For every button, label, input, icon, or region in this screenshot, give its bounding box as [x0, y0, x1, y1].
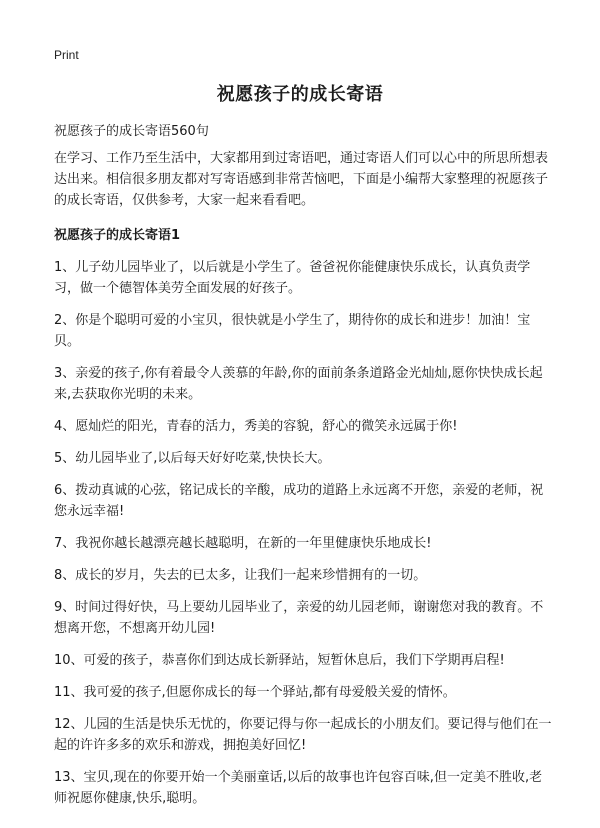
- print-label: Print: [54, 48, 79, 62]
- list-item: 7、我祝你越长越漂亮越长越聪明，在新的一年里健康快乐地成长!: [54, 536, 432, 551]
- list-item: 10、可爱的孩子，恭喜你们到达成长新驿站，短暂休息后，我们下学期再启程!: [54, 653, 505, 668]
- list-item: 6、拨动真诚的心弦，铭记成长的辛酸，成功的道路上永远离不开您，亲爱的老师，祝您永远幸福!: [54, 483, 544, 519]
- list-item: 1、儿子幼儿园毕业了，以后就是小学生了。爸爸祝你能健康快乐成长，认真负责学习，做一个德智体美劳全面发展的好孩子。: [54, 260, 531, 296]
- page-title: 祝愿孩子的成长寄语: [216, 84, 384, 105]
- list-item: 13、宝贝,现在的你要开始一个美丽童话,以后的故事也许包容百味,但一定美不胜收,老师祝愿你健康,快乐,聪明。: [54, 770, 543, 806]
- list-item: 8、成长的岁月，失去的已太多，让我们一起来珍惜拥有的一切。: [54, 568, 427, 583]
- list-item: 3、亲爱的孩子,你有着最令人羡慕的年龄,你的面前条条道路金光灿灿,愿你快快成长起来,去获取你光明的未来。: [54, 366, 543, 402]
- intro-paragraph: 在学习、工作乃至生活中，大家都用到过寄语吧，通过寄语人们可以心中的所思所想表达出来。相信很多朋友都对写寄语感到非常苦恼吧，下面是小编帮大家整理的祝愿孩子的成长寄语，仅供参考，大家一起来看看吧。: [54, 151, 549, 208]
- list-item: 5、幼儿园毕业了,以后每天好好吃菜,快快长大。: [54, 451, 331, 466]
- list-item: 4、愿灿烂的阳光，青春的活力，秀美的容貌，舒心的微笑永远属于你!: [54, 419, 458, 434]
- article-subtitle: 祝愿孩子的成长寄语560句: [54, 124, 209, 139]
- list-item: 11、我可爱的孩子,但愿你成长的每一个驿站,都有母爱般关爱的情怀。: [54, 685, 456, 700]
- article-body: [54, 148, 554, 820]
- list-item: 9、时间过得好快，马上要幼儿园毕业了，亲爱的幼儿园老师，谢谢您对我的教育。不想离开您，不想离开幼儿园!: [54, 600, 544, 636]
- list-item: 2、你是个聪明可爱的小宝贝，很快就是小学生了，期待你的成长和进步！加油！宝贝。: [54, 313, 531, 349]
- section-heading: 祝愿孩子的成长寄语1: [54, 228, 181, 243]
- list-item: 12、儿园的生活是快乐无忧的，你要记得与你一起成长的小朋友们。要记得与他们在一起的许许多多的欢乐和游戏，拥抱美好回忆!: [54, 717, 552, 753]
